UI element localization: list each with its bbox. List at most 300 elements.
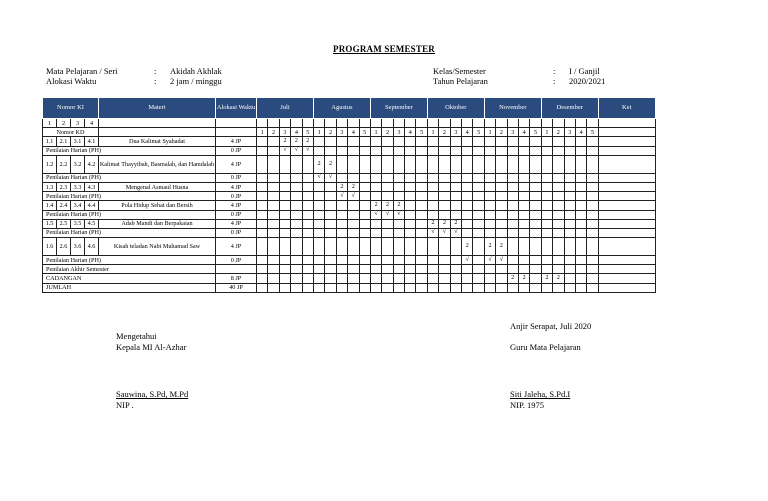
schedule-mark: 2 [291, 137, 302, 146]
kd-cell: 3.1 [71, 137, 85, 146]
schedule-cell [393, 146, 404, 155]
week-number-cell: 4 [462, 128, 473, 137]
table-row [43, 146, 656, 155]
schedule-cell [370, 173, 381, 182]
meta-sep: : [553, 76, 556, 86]
schedule-cell [416, 146, 427, 155]
ki-number-cell: 4 [85, 119, 99, 128]
schedule-cell [348, 210, 359, 219]
schedule-cell [427, 265, 438, 274]
empty-cell [99, 128, 216, 137]
schedule-cell [507, 210, 518, 219]
schedule-cell [393, 283, 404, 292]
empty-cell [291, 119, 302, 128]
schedule-cell [450, 192, 461, 201]
schedule-cell [359, 238, 370, 256]
schedule-cell [279, 201, 290, 210]
schedule-cell [348, 173, 359, 182]
table-row [43, 228, 656, 237]
materi-cell: CADANGAN [43, 274, 216, 283]
schedule-cell [336, 210, 347, 219]
schedule-cell [382, 219, 393, 228]
schedule-mark: √ [439, 228, 450, 237]
empty-cell [405, 119, 416, 128]
empty-cell [257, 119, 268, 128]
schedule-cell [507, 146, 518, 155]
schedule-cell [462, 228, 473, 237]
alokasi-cell: 40 JP [216, 283, 257, 292]
kd-cell: 3.2 [71, 155, 85, 173]
schedule-cell [382, 192, 393, 201]
sig-teacher-nip: NIP. 1975 [510, 400, 545, 410]
schedule-cell [541, 192, 552, 201]
kd-cell: 3.3 [71, 182, 85, 191]
schedule-cell [257, 201, 268, 210]
schedule-cell [507, 173, 518, 182]
schedule-cell [291, 201, 302, 210]
alokasi-cell: 0 JP [216, 173, 257, 182]
schedule-cell [359, 265, 370, 274]
materi-cell: Kisah teladan Nabi Muhamad Saw [99, 238, 216, 256]
schedule-cell [348, 265, 359, 274]
table-row [43, 155, 656, 173]
schedule-cell [416, 155, 427, 173]
schedule-cell [291, 192, 302, 201]
meta-sep: : [553, 66, 556, 76]
schedule-mark: 2 [427, 219, 438, 228]
schedule-cell [370, 219, 381, 228]
schedule-cell [416, 210, 427, 219]
schedule-cell [279, 182, 290, 191]
signature-left [116, 331, 188, 411]
schedule-cell [564, 173, 575, 182]
ket-cell [598, 265, 655, 274]
schedule-cell [427, 210, 438, 219]
schedule-cell [530, 283, 541, 292]
schedule-cell [325, 256, 336, 265]
meta-label: Kelas/Semester [433, 66, 486, 76]
schedule-cell [530, 219, 541, 228]
schedule-cell [268, 182, 279, 191]
schedule-mark: 2 [302, 137, 313, 146]
schedule-cell [313, 228, 324, 237]
schedule-cell [553, 283, 564, 292]
schedule-cell [439, 256, 450, 265]
schedule-cell [348, 201, 359, 210]
schedule-cell [416, 238, 427, 256]
schedule-cell [518, 256, 529, 265]
schedule-mark: √ [462, 256, 473, 265]
schedule-cell [291, 283, 302, 292]
schedule-cell [462, 192, 473, 201]
schedule-mark: √ [313, 173, 324, 182]
schedule-cell [564, 146, 575, 155]
schedule-cell [462, 137, 473, 146]
schedule-mark: √ [291, 146, 302, 155]
ki-number-cell: 2 [57, 119, 71, 128]
schedule-cell [313, 146, 324, 155]
schedule-cell [393, 192, 404, 201]
meta-sep: : [154, 76, 157, 86]
schedule-cell [507, 228, 518, 237]
schedule-cell [416, 274, 427, 283]
schedule-cell [450, 256, 461, 265]
schedule-mark: 2 [553, 274, 564, 283]
schedule-mark: 2 [518, 274, 529, 283]
header-alokasi: Alokasi Waktu [216, 98, 257, 119]
schedule-cell [257, 210, 268, 219]
schedule-cell [313, 283, 324, 292]
empty-cell [268, 119, 279, 128]
schedule-cell [279, 173, 290, 182]
schedule-cell [325, 228, 336, 237]
schedule-cell [484, 228, 495, 237]
schedule-cell [336, 238, 347, 256]
schedule-cell [325, 283, 336, 292]
schedule-cell [268, 201, 279, 210]
schedule-cell [257, 182, 268, 191]
schedule-cell [336, 219, 347, 228]
schedule-cell [530, 146, 541, 155]
schedule-cell [382, 228, 393, 237]
schedule-cell [302, 155, 313, 173]
schedule-cell [575, 201, 586, 210]
schedule-cell [370, 146, 381, 155]
week-number-cell: 2 [382, 128, 393, 137]
schedule-cell [496, 210, 507, 219]
schedule-cell [530, 256, 541, 265]
schedule-cell [405, 155, 416, 173]
week-number-cell: 5 [587, 128, 598, 137]
schedule-cell [553, 256, 564, 265]
schedule-cell [530, 274, 541, 283]
header-nomor-ki: Nomor KI [43, 98, 99, 119]
week-number-cell: 3 [393, 128, 404, 137]
schedule-cell [291, 210, 302, 219]
materi-cell: Penilaian Harian (PH) [43, 210, 216, 219]
document-title: PROGRAM SEMESTER [333, 44, 435, 54]
schedule-cell [530, 210, 541, 219]
schedule-mark: 2 [462, 238, 473, 256]
header-month: September [370, 98, 427, 119]
week-number-cell: 3 [564, 128, 575, 137]
schedule-cell [518, 137, 529, 146]
week-number-cell: 3 [507, 128, 518, 137]
schedule-cell [359, 256, 370, 265]
schedule-cell [587, 210, 598, 219]
schedule-cell [450, 155, 461, 173]
table-row [43, 283, 656, 292]
empty-cell [348, 119, 359, 128]
schedule-cell [393, 182, 404, 191]
schedule-cell [439, 192, 450, 201]
schedule-cell [575, 155, 586, 173]
schedule-cell [553, 173, 564, 182]
empty-cell [216, 128, 257, 137]
table-header-row [43, 98, 656, 119]
ki-number-cell: 3 [71, 119, 85, 128]
schedule-cell [268, 155, 279, 173]
alokasi-cell: 4 JP [216, 137, 257, 146]
table-row [43, 210, 656, 219]
schedule-cell [541, 219, 552, 228]
schedule-cell [359, 228, 370, 237]
schedule-cell [439, 238, 450, 256]
schedule-cell [393, 238, 404, 256]
week-number-cell: 5 [530, 128, 541, 137]
schedule-cell [473, 192, 484, 201]
empty-cell [216, 119, 257, 128]
schedule-cell [564, 238, 575, 256]
schedule-cell [462, 283, 473, 292]
schedule-cell [553, 238, 564, 256]
schedule-cell [473, 265, 484, 274]
schedule-cell [564, 201, 575, 210]
ket-cell [598, 210, 655, 219]
meta-year-row [433, 76, 605, 86]
schedule-cell [450, 238, 461, 256]
schedule-cell [348, 283, 359, 292]
schedule-cell [359, 146, 370, 155]
schedule-cell [575, 274, 586, 283]
empty-cell [99, 119, 216, 128]
schedule-cell [473, 228, 484, 237]
week-number-cell: 3 [450, 128, 461, 137]
schedule-cell [564, 192, 575, 201]
schedule-cell [473, 137, 484, 146]
schedule-cell [575, 265, 586, 274]
schedule-cell [427, 155, 438, 173]
schedule-mark: 2 [507, 274, 518, 283]
schedule-cell [462, 182, 473, 191]
ket-cell [598, 256, 655, 265]
schedule-cell [302, 219, 313, 228]
schedule-cell [382, 283, 393, 292]
week-number-cell: 3 [336, 128, 347, 137]
schedule-cell [257, 283, 268, 292]
table-row [43, 173, 656, 182]
empty-cell [416, 119, 427, 128]
schedule-mark: √ [348, 192, 359, 201]
schedule-cell [496, 192, 507, 201]
signature-right [510, 321, 591, 411]
schedule-cell [359, 137, 370, 146]
materi-cell: Penilaian Harian (PH) [43, 173, 216, 182]
kd-cell: 1.6 [43, 238, 57, 256]
schedule-mark: 2 [450, 219, 461, 228]
alokasi-cell: 4 JP [216, 238, 257, 256]
ket-cell [598, 201, 655, 210]
ket-cell [598, 192, 655, 201]
week-number-cell: 2 [553, 128, 564, 137]
schedule-cell [279, 274, 290, 283]
schedule-cell [473, 283, 484, 292]
schedule-cell [313, 137, 324, 146]
schedule-cell [450, 283, 461, 292]
schedule-cell [507, 182, 518, 191]
meta-value: 2020/2021 [569, 76, 606, 86]
schedule-cell [336, 265, 347, 274]
sig-teacher-title: Guru Mata Pelajaran [510, 342, 581, 352]
schedule-mark: √ [382, 210, 393, 219]
week-number-cell: 2 [496, 128, 507, 137]
table-row [43, 274, 656, 283]
schedule-cell [507, 137, 518, 146]
schedule-cell [302, 228, 313, 237]
alokasi-cell: 4 JP [216, 201, 257, 210]
schedule-cell [553, 146, 564, 155]
header-month: Agustus [313, 98, 370, 119]
schedule-cell [405, 256, 416, 265]
schedule-cell [291, 256, 302, 265]
schedule-cell [302, 210, 313, 219]
schedule-cell [291, 182, 302, 191]
schedule-cell [496, 137, 507, 146]
schedule-cell [268, 274, 279, 283]
schedule-cell [439, 155, 450, 173]
schedule-cell [325, 210, 336, 219]
schedule-cell [553, 192, 564, 201]
schedule-cell [257, 228, 268, 237]
ki-number-cell: 1 [43, 119, 57, 128]
week-number-cell: 1 [484, 128, 495, 137]
meta-label: Alokasi Waktu [46, 76, 97, 86]
schedule-cell [564, 137, 575, 146]
sig-acknowledge: Mengetahui [116, 331, 157, 341]
schedule-cell [462, 265, 473, 274]
schedule-cell [496, 173, 507, 182]
schedule-cell [575, 283, 586, 292]
schedule-cell [553, 228, 564, 237]
schedule-cell [382, 137, 393, 146]
meta-left [46, 66, 222, 86]
empty-cell [279, 119, 290, 128]
schedule-cell [393, 155, 404, 173]
alokasi-cell: 4 JP [216, 219, 257, 228]
materi-cell: JUMLAH [43, 283, 216, 292]
ket-cell [598, 283, 655, 292]
week-number-cell: 1 [257, 128, 268, 137]
schedule-mark: √ [279, 146, 290, 155]
table-row [43, 182, 656, 191]
schedule-cell [496, 155, 507, 173]
empty-cell [530, 119, 541, 128]
schedule-mark: 2 [279, 137, 290, 146]
schedule-cell [462, 219, 473, 228]
schedule-cell [575, 219, 586, 228]
kd-cell: 4.1 [85, 137, 99, 146]
week-number-cell: 4 [348, 128, 359, 137]
materi-cell: Mengenal Asmaul Husna [99, 182, 216, 191]
schedule-cell [518, 265, 529, 274]
schedule-cell [553, 155, 564, 173]
schedule-mark: 2 [484, 238, 495, 256]
schedule-mark: 2 [496, 238, 507, 256]
schedule-cell [382, 173, 393, 182]
empty-cell [382, 119, 393, 128]
schedule-cell [370, 137, 381, 146]
empty-cell [553, 119, 564, 128]
week-number-cell: 3 [279, 128, 290, 137]
schedule-cell [507, 155, 518, 173]
schedule-cell [359, 274, 370, 283]
schedule-cell [279, 238, 290, 256]
week-number-cell: 4 [575, 128, 586, 137]
schedule-cell [348, 256, 359, 265]
schedule-cell [313, 192, 324, 201]
empty-cell [427, 119, 438, 128]
schedule-cell [416, 182, 427, 191]
schedule-cell [530, 155, 541, 173]
nomor-kd-label: Nomor KD [43, 128, 99, 137]
schedule-mark: 2 [336, 182, 347, 191]
schedule-cell [257, 137, 268, 146]
schedule-cell [393, 265, 404, 274]
schedule-cell [268, 265, 279, 274]
alokasi-cell: 4 JP [216, 182, 257, 191]
schedule-cell [291, 274, 302, 283]
schedule-cell [484, 192, 495, 201]
schedule-cell [325, 265, 336, 274]
schedule-cell [302, 256, 313, 265]
kd-cell: 2.4 [57, 201, 71, 210]
schedule-cell [257, 274, 268, 283]
week-number-cell: 2 [268, 128, 279, 137]
schedule-mark: 2 [313, 155, 324, 173]
kd-cell: 2.2 [57, 155, 71, 173]
schedule-cell [313, 210, 324, 219]
schedule-mark: √ [496, 256, 507, 265]
meta-sep: : [154, 66, 157, 76]
schedule-cell [348, 238, 359, 256]
schedule-cell [416, 201, 427, 210]
schedule-cell [427, 192, 438, 201]
schedule-cell [336, 228, 347, 237]
schedule-cell [450, 201, 461, 210]
schedule-cell [541, 155, 552, 173]
schedule-cell [427, 256, 438, 265]
schedule-cell [587, 192, 598, 201]
header-month: Juli [257, 98, 314, 119]
schedule-cell [416, 283, 427, 292]
schedule-cell [541, 283, 552, 292]
schedule-cell [302, 201, 313, 210]
materi-cell: Adab Mandi dan Berpakaian [99, 219, 216, 228]
schedule-cell [405, 137, 416, 146]
schedule-cell [279, 210, 290, 219]
schedule-cell [553, 265, 564, 274]
schedule-cell [541, 265, 552, 274]
schedule-cell [530, 265, 541, 274]
schedule-cell [484, 283, 495, 292]
schedule-cell [518, 228, 529, 237]
schedule-cell [382, 146, 393, 155]
schedule-cell [336, 173, 347, 182]
schedule-cell [325, 182, 336, 191]
schedule-mark: √ [393, 210, 404, 219]
empty-cell [325, 119, 336, 128]
schedule-cell [427, 173, 438, 182]
schedule-cell [405, 210, 416, 219]
schedule-cell [507, 256, 518, 265]
schedule-cell [405, 219, 416, 228]
alokasi-cell: 8 JP [216, 274, 257, 283]
week-number-cell: 4 [405, 128, 416, 137]
schedule-cell [496, 228, 507, 237]
empty-cell [598, 128, 655, 137]
schedule-cell [473, 238, 484, 256]
schedule-cell [370, 238, 381, 256]
